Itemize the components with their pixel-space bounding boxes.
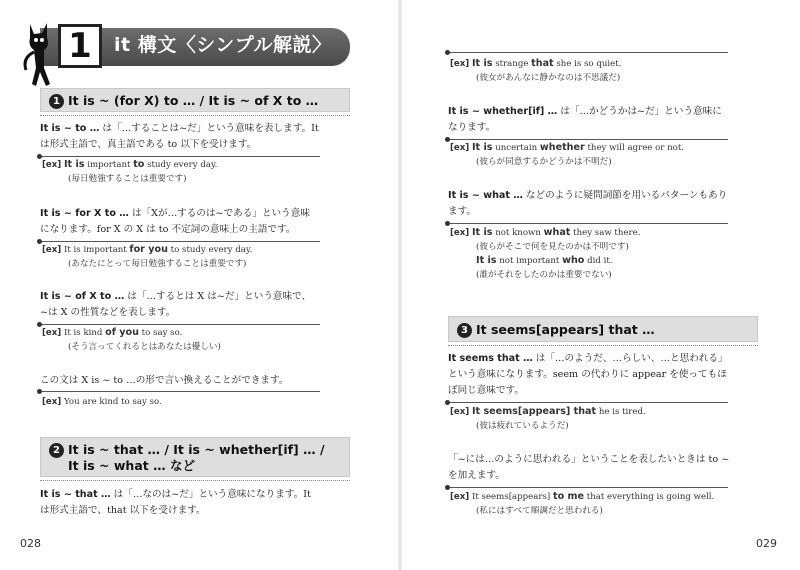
section-title: It is ~ that … / It is ~ whether[if] … / (68, 442, 325, 457)
example-rule (448, 223, 728, 224)
example-block: [ex] It is important for you to study every day. (あなたにとって毎日勉強することは重要です) (42, 244, 253, 269)
section-title: It seems[appears] that … (476, 322, 655, 337)
section-header-2 (40, 437, 350, 477)
paragraph: It is ~ what … などのように疑問詞節を用いるパターンもあり ます。 (448, 190, 728, 217)
dotted-divider (40, 480, 350, 481)
example-block: [ex] It is strange that she is so quiet. (彼女があんなに静かなのは不思議だ) (450, 58, 622, 83)
paragraph: It is ~ for X to … は「Xが…するのは~である」という意味 になります。for X の X は to 不定詞の意味上の主語です。 (40, 208, 310, 235)
example-block: [ex] It is kind of you to say so. (そう言ってくれるとはあなたは優しい) (42, 327, 221, 352)
example-block: [ex] It seems[appears] to me that everything is going well. (私にはすべて順調だと思われる) (450, 491, 715, 516)
section-header-1 (40, 88, 350, 112)
example-rule (448, 487, 728, 488)
section-badge: 2 (49, 443, 64, 458)
example-rule (40, 156, 320, 157)
example-rule (448, 402, 728, 403)
paragraph: It is ~ that … は「…なのは~だ」という意味になります。It は形式主語で、that 以下を受けます。 (40, 489, 311, 516)
example-block: [ex] It seems[appears] that he is tired. (彼は疲れているようだ) (450, 406, 646, 431)
cat-mascot-icon (20, 18, 60, 90)
chapter-number: 1 (58, 24, 102, 68)
pattern-term: It is ~ to … (40, 123, 100, 134)
section-badge: 1 (49, 94, 64, 109)
paragraph: 「~には…のように思われる」ということを表したいときは to ~ を加えます。 (448, 454, 730, 481)
paragraph: It seems that … は「…のようだ、…らしい、…と思われる」 という意味になります。seem の代わりに appear を使ってもほ ぼ同じ意味です。 (448, 353, 728, 396)
right-page (400, 0, 800, 570)
section-title: It is ~ (for X) to … / It is ~ of X to … (68, 93, 319, 108)
section-header-3 (448, 316, 758, 342)
page-number: 029 (756, 537, 777, 550)
paragraph: この文は X is ~ to …の形で言い換えることができます。 (40, 375, 289, 386)
page-number: 028 (20, 537, 41, 550)
example-rule (40, 324, 320, 325)
example-block: [ex] You are kind to say so. (42, 397, 162, 407)
paragraph: It is ~ whether[if] … は「…かどうかは~だ」という意味に なります。 (448, 106, 722, 133)
chapter-header (20, 18, 350, 70)
section-title-cont: It is ~ what … など (68, 458, 195, 473)
example-rule (40, 391, 320, 392)
paragraph: It is ~ to … は「…することは~だ」という意味を表します。It は形式主語で、真主語である to 以下を受けます。 (40, 123, 319, 150)
section-badge: 3 (457, 323, 472, 338)
example-block: [ex] It is important to study every day. (毎日勉強することは重要です) (42, 159, 218, 184)
dotted-divider (40, 115, 350, 116)
example-block: [ex] It is uncertain whether they will agree or not. (彼らが同意するかどうかは不明だ) (450, 142, 685, 167)
paragraph: It is ~ of X to … は「…するとは X は~だ」という意味で、 ~は X の性質などを表します。 (40, 291, 312, 318)
example-block: [ex] It is not known what they saw there. (彼らがそこで何を見たのかは不明です) It is not important who did it. (誰がそれをしたのかは重要でない) (450, 227, 641, 280)
example-rule (448, 52, 728, 53)
example-rule (448, 139, 728, 140)
chapter-title: it 構文〈シンプル解説〉 (114, 34, 332, 56)
dotted-divider (448, 345, 758, 346)
example-rule (40, 241, 320, 242)
